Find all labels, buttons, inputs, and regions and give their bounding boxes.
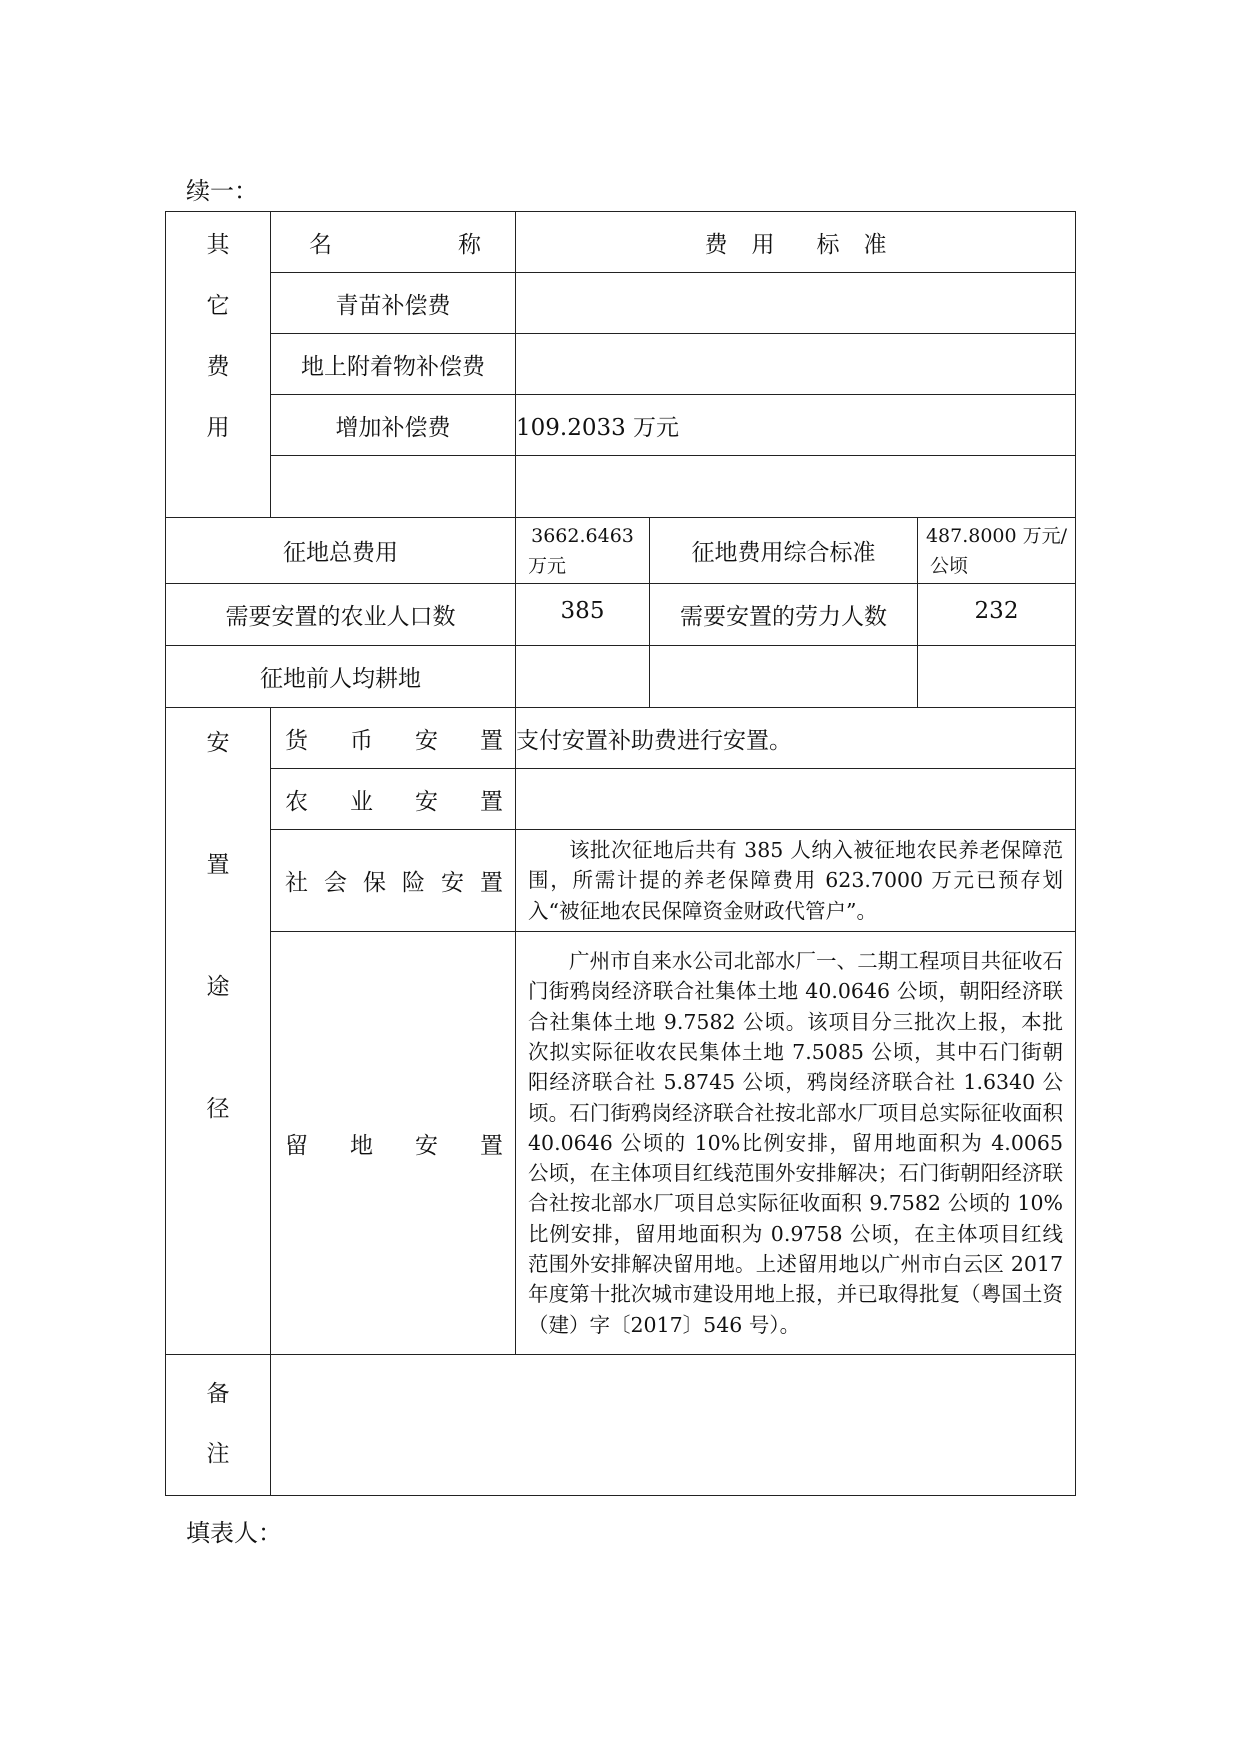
- social-insurance-resettlement-label: 社 会 保 险 安 置: [271, 830, 516, 932]
- labor-count-label: 需要安置的劳力人数: [650, 584, 918, 646]
- agricultural-resettlement-text: [516, 769, 1076, 830]
- remarks-label: 备 注: [166, 1355, 271, 1496]
- agri-population-label: 需要安置的农业人口数: [166, 584, 516, 646]
- fee-name-cell: 青苗补偿费: [271, 273, 516, 334]
- fee-value-cell: [516, 334, 1076, 395]
- composite-standard-label: 征地费用综合标准: [650, 518, 918, 584]
- agricultural-resettlement-label: 农 业 安 置: [271, 769, 516, 830]
- fee-name-cell: 地上附着物补偿费: [271, 334, 516, 395]
- other-fees-section-label: 其 它 费 用: [166, 212, 271, 518]
- farmland-empty-cell: [918, 646, 1076, 708]
- farmland-value-cell: [516, 646, 650, 708]
- fee-name-cell: [271, 456, 516, 518]
- resettlement-section-label: 安 置 途 径: [166, 708, 271, 1355]
- reserved-land-resettlement-label: 留 地 安 置: [271, 932, 516, 1355]
- monetary-resettlement-label: 货 币 安 置: [271, 708, 516, 769]
- table-row: [166, 273, 1076, 334]
- table-row: [166, 456, 1076, 518]
- farmland-empty-cell: [650, 646, 918, 708]
- table-row: [166, 395, 1076, 456]
- continuation-caption: 续一：: [186, 177, 258, 205]
- remarks-content: [271, 1355, 1076, 1496]
- fee-name-cell: 增加补偿费: [271, 395, 516, 456]
- total-fee-value: 3662.6463 万元: [516, 518, 650, 584]
- form-filler-label: 填表人：: [186, 1519, 282, 1547]
- monetary-resettlement-text: 支付安置补助费进行安置。: [516, 708, 1076, 769]
- total-fee-label: 征地总费用: [166, 518, 516, 584]
- farmland-per-capita-label: 征地前人均耕地: [166, 646, 516, 708]
- fee-value-cell: [516, 273, 1076, 334]
- labor-count-value: 232: [918, 584, 1076, 646]
- name-column-header: 名 称: [271, 212, 516, 273]
- land-acquisition-form-table: [165, 211, 1076, 1496]
- table-row: [166, 334, 1076, 395]
- social-insurance-resettlement-text: 该批次征地后共有 385 人纳入被征地农民养老保障范围，所需计提的养老保障费用 623.7000 万元已预存划入“被征地农民保障资金财政代管户”。: [516, 830, 1076, 932]
- fee-standard-column-header: 费 用 标 准: [516, 212, 1076, 273]
- fee-value-cell: 109.2033 万元: [516, 395, 1076, 456]
- agri-population-value: 385: [516, 584, 650, 646]
- reserved-land-resettlement-text: 广州市自来水公司北部水厂一、二期工程项目共征收石门街鸦岗经济联合社集体土地 40.0646 公顷，朝阳经济联合社集体土地 9.7582 公顷。该项目分三批次上报，本批次拟实际征收农民集体土地 7.5085 公顷，其中石门街朝阳经济联合社 5.8745 公顷，鸦岗经济联合社 1.6340 公顷。石门街鸦岗经济联合社按北部水厂项目总实际征收面积 40.0646 公顷的 10%比例安排，留用地面积为 4.0065 公顷，在主体项目红线范围外安排解决；石门街朝阳经济联合社按北部水厂项目总实际征收面积 9.7582 公顷的 10%比例安排，留用地面积为 0.9758 公顷，在主体项目红线范围外安排解决留用地。上述留用地以广州市白云区 2017 年度第十批次城市建设用地上报，并已取得批复（粤国土资（建）字〔2017〕546 号）。: [516, 932, 1076, 1355]
- fee-value-cell: [516, 456, 1076, 518]
- composite-standard-value: 487.8000 万元/ 公顷: [918, 518, 1076, 584]
